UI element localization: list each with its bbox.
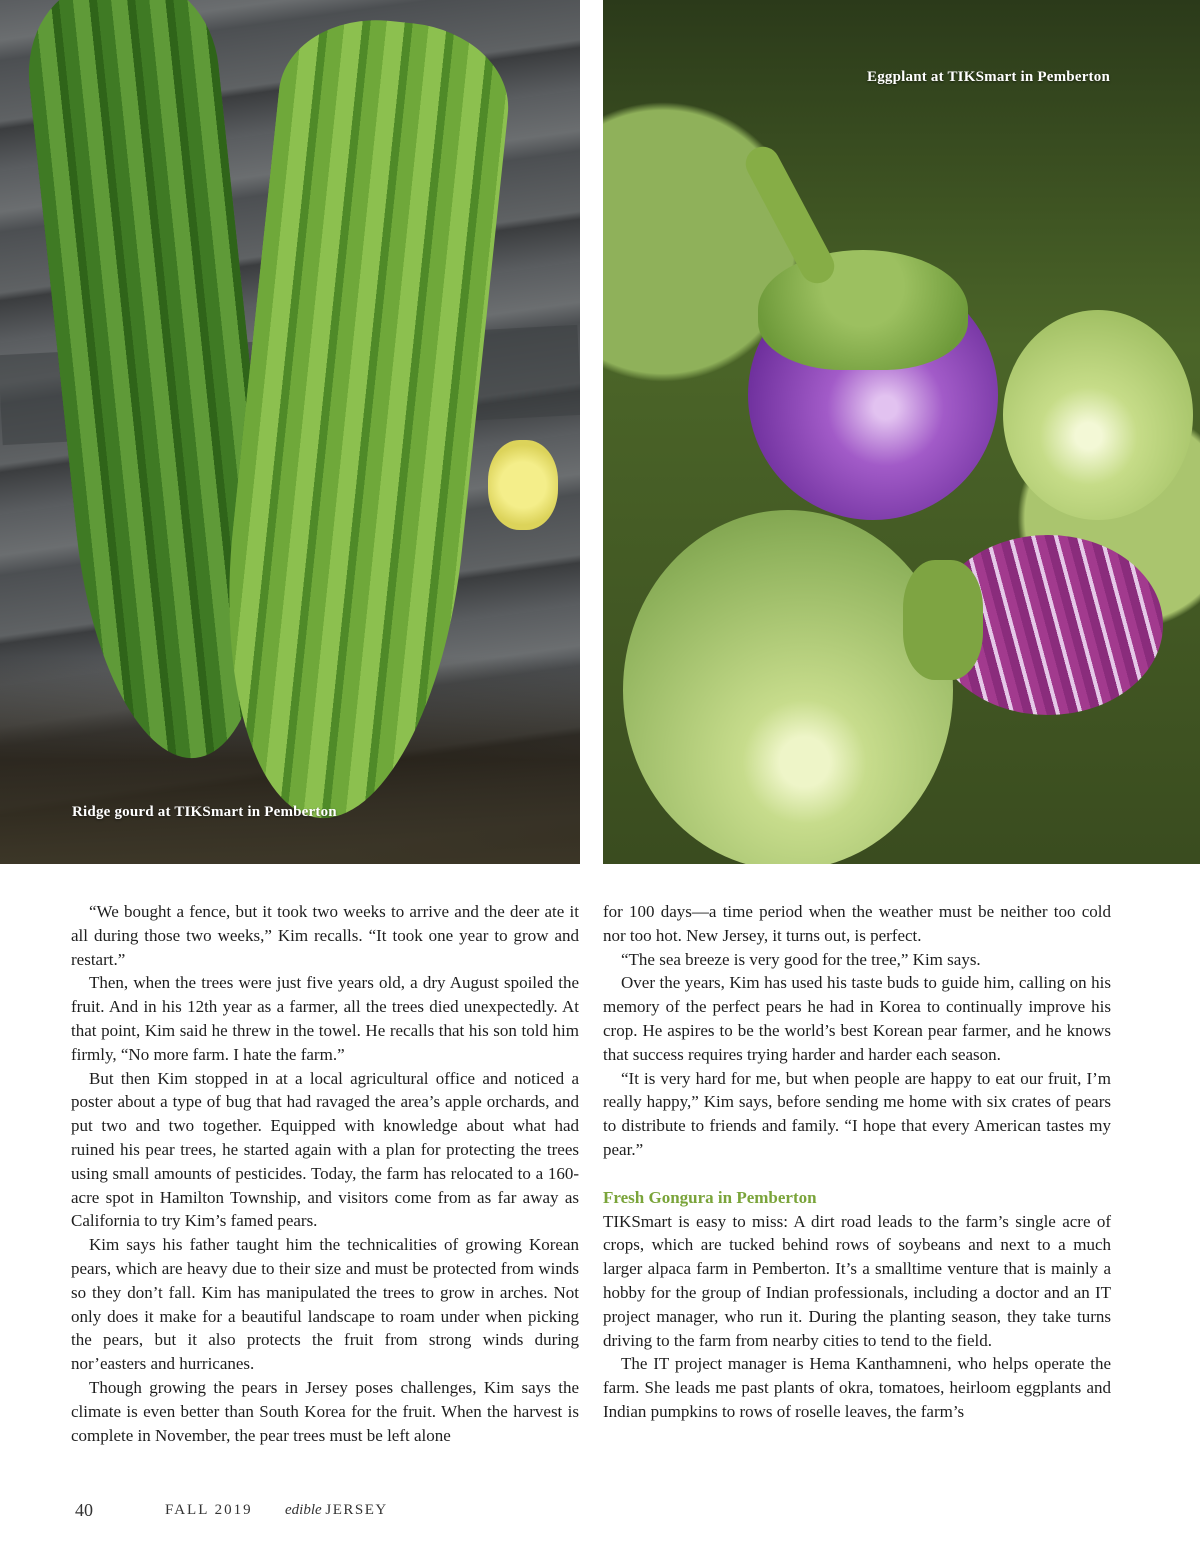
paragraph: The IT project manager is Hema Kanthamneni, who helps operate the farm. She leads me past plants of okra, tomatoes, heirloom eggplants and Indian pumpkins to rows of roselle leaves, the farm’s <box>603 1354 1111 1421</box>
paragraph: But then Kim stopped in at a local agricultural office and noticed a poster about a type of bug that had ravaged the area’s apple orchards, and put two and two together. Equipped with knowledge about what had ruined his pear trees, he started again with a plan for protecting the trees using small amounts of pesticides. Today, the farm has relocated to a 160-acre spot in Hamilton Township, and visitors come from as far away as California to try Kim’s famed pears. <box>71 1068 579 1231</box>
ridge-gourd-right <box>204 10 516 830</box>
photo-caption-right: Eggplant at TIKSmart in Pemberton <box>867 69 1110 85</box>
paragraph: TIKSmart is easy to miss: A dirt road leads to the farm’s single acre of crops, which are tucked behind rows of soybeans and next to a much larger alpaca farm in Pemberton. It’s a smalltime venture that is mainly a hobby for the group of Indian professionals, including a doctor and an IT project manager, who run it. During the planting season, they take turns driving to the farm from nearby cities to tend to the field. <box>603 1211 1111 1350</box>
article-column-right <box>603 900 1111 1424</box>
striped-eggplant-cap <box>903 560 983 680</box>
issue-label: FALL 2019 <box>165 1502 253 1518</box>
paragraph: Then, when the trees were just five years old, a dry August spoiled the fruit. And in his 12th year as a farmer, all the trees died unexpectedly. At that point, Kim said he threw in the towel. He recalls that his son told him firmly, “No more farm. I hate the farm.” <box>71 973 579 1064</box>
eggplant-photo <box>603 0 1200 864</box>
paragraph: Though growing the pears in Jersey poses challenges, Kim says the climate is even better than South Korea for the fruit. When the harvest is complete in November, the pear trees must be left alone <box>71 1377 579 1445</box>
magazine-name-jersey: JERSEY <box>325 1502 388 1518</box>
green-eggplant-large <box>623 510 953 864</box>
magazine-name-italic: edible <box>285 1502 322 1518</box>
paragraph: for 100 days—a time period when the weather must be neither too cold nor too hot. New Jersey, it turns out, is perfect. <box>603 902 1111 945</box>
paragraph: Kim says his father taught him the technicalities of growing Korean pears, which are heavy due to their size and must be protected from winds so they don’t fall. Kim has manipulated the trees to grow in arches. Not only does it make for a beautiful landscape to roam under when picking the pears, but it also protects the fruit from strong winds during nor’easters and hurricanes. <box>71 1235 579 1374</box>
yellow-flower <box>488 440 558 530</box>
magazine-name <box>285 1502 388 1519</box>
photo-caption-left: Ridge gourd at TIKSmart in Pemberton <box>72 804 337 820</box>
article-column-left <box>71 900 579 1447</box>
paragraph: “It is very hard for me, but when people are happy to eat our fruit, I’m really happy,” Kim says, before sending me home with six crates of pears to distribute to friends and family. “I hope that every American tastes my pear.” <box>603 1068 1111 1159</box>
paragraph: Over the years, Kim has used his taste buds to guide him, calling on his memory of the perfect pears he had in Korea to continually improve his crop. He aspires to be the world’s best Korean pear farmer, and he knows that success requires trying harder and harder each season. <box>603 973 1111 1064</box>
paragraph: “The sea breeze is very good for the tree,” Kim says. <box>621 949 981 969</box>
ridge-gourd-photo <box>0 0 580 864</box>
page-number: 40 <box>75 1500 93 1520</box>
purple-eggplant-cap <box>758 250 968 370</box>
green-eggplant-right <box>1003 310 1193 520</box>
paragraph: “We bought a fence, but it took two weeks to arrive and the deer ate it all during those two weeks,” Kim recalls. “It took one year to grow and restart.” <box>71 902 579 969</box>
section-subheading: Fresh Gongura in Pemberton <box>603 1187 817 1207</box>
